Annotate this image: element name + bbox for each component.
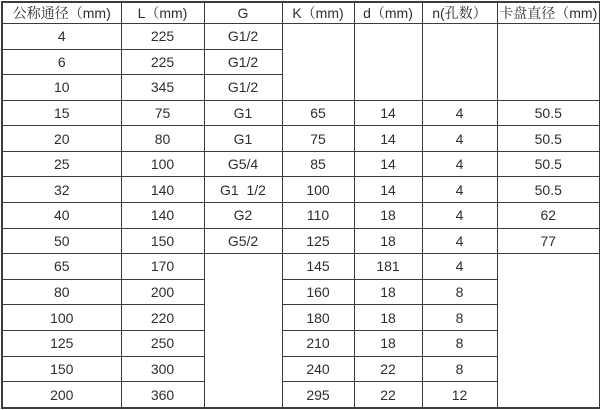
table-row-0 (2, 24, 600, 50)
table-cell-4-5: 4 (422, 126, 497, 152)
table-cell-13-2: 240 (282, 356, 354, 382)
table-cell-3-3: 65 (282, 100, 354, 126)
table-cell-11-1: 220 (121, 305, 204, 331)
table-cell-3-5: 4 (422, 100, 497, 126)
table-row-4 (2, 126, 600, 152)
table-cell-14-3: 22 (354, 382, 422, 408)
column-header-5: n(孔数） (422, 2, 497, 24)
table-cell-4-3: 75 (282, 126, 354, 152)
column-header-3: K（mm) (282, 2, 354, 24)
table-row-7 (2, 203, 600, 229)
column-header-4: d（mm) (354, 2, 422, 24)
table-row-5 (2, 151, 600, 177)
column-header-0: 公称通径（mm) (2, 2, 121, 24)
table-cell-3-1: 75 (121, 100, 204, 126)
table-row-9 (2, 254, 600, 280)
table-cell-6-0: 32 (2, 177, 121, 203)
column-header-6: 卡盘直径（mm) (497, 2, 600, 24)
table-cell-6-2: G1 1/2 (204, 177, 282, 203)
table-cell-9-1: 170 (121, 254, 204, 280)
table-cell-9-0: 65 (2, 254, 121, 280)
table-cell-4-1: 80 (121, 126, 204, 152)
table-cell-3-0: 15 (2, 100, 121, 126)
table-cell-8-0: 50 (2, 228, 121, 254)
table-cell-11-2: 180 (282, 305, 354, 331)
column-header-1: L（mm) (121, 2, 204, 24)
column-header-2: G (204, 2, 282, 24)
table-cell-10-4: 8 (422, 279, 497, 305)
table-cell-5-5: 4 (422, 151, 497, 177)
table-cell-7-4: 18 (354, 203, 422, 229)
table-cell-8-5: 4 (422, 228, 497, 254)
table-cell-13-3: 22 (354, 356, 422, 382)
table-cell-13-4: 8 (422, 356, 497, 382)
table-cell-0-5 (422, 24, 497, 101)
table-header (2, 2, 600, 24)
table-body (2, 24, 600, 409)
table-cell-6-3: 100 (282, 177, 354, 203)
table-row-3 (2, 100, 600, 126)
table-cell-10-3: 18 (354, 279, 422, 305)
table-cell-8-3: 125 (282, 228, 354, 254)
table-cell-7-1: 140 (121, 203, 204, 229)
table-cell-10-0: 80 (2, 279, 121, 305)
table-cell-13-0: 150 (2, 356, 121, 382)
table-cell-12-3: 18 (354, 330, 422, 356)
table-cell-2-2: G1/2 (204, 75, 282, 101)
table-cell-0-0: 4 (2, 24, 121, 50)
table-cell-3-2: G1 (204, 100, 282, 126)
table-cell-10-1: 200 (121, 279, 204, 305)
table-cell-6-5: 4 (422, 177, 497, 203)
table-cell-12-2: 210 (282, 330, 354, 356)
table-cell-11-0: 100 (2, 305, 121, 331)
table-cell-8-1: 150 (121, 228, 204, 254)
table-cell-4-4: 14 (354, 126, 422, 152)
table-cell-14-0: 200 (2, 382, 121, 408)
table-cell-0-6 (497, 24, 600, 101)
table-cell-7-2: G2 (204, 203, 282, 229)
dimension-spec-table (1, 1, 600, 409)
table-cell-7-0: 40 (2, 203, 121, 229)
table-cell-4-6: 50.5 (497, 126, 600, 152)
table-cell-6-4: 14 (354, 177, 422, 203)
table-cell-5-2: G5/4 (204, 151, 282, 177)
table-cell-8-2: G5/2 (204, 228, 282, 254)
table-cell-11-3: 18 (354, 305, 422, 331)
table-cell-9-4: 181 (354, 254, 422, 280)
table-cell-0-1: 225 (121, 24, 204, 50)
table-cell-2-0: 10 (2, 75, 121, 101)
table-cell-6-6: 50.5 (497, 177, 600, 203)
table-cell-9-5: 4 (422, 254, 497, 280)
table-cell-12-1: 250 (121, 330, 204, 356)
table-cell-3-4: 14 (354, 100, 422, 126)
table-cell-5-3: 85 (282, 151, 354, 177)
table-cell-9-2 (204, 254, 282, 408)
table-cell-7-5: 4 (422, 203, 497, 229)
table-cell-14-2: 295 (282, 382, 354, 408)
table-cell-0-3 (282, 24, 354, 101)
table-row-8 (2, 228, 600, 254)
table-cell-10-2: 160 (282, 279, 354, 305)
table-cell-7-6: 62 (497, 203, 600, 229)
table-cell-1-0: 6 (2, 49, 121, 75)
table-cell-2-1: 345 (121, 75, 204, 101)
table-cell-1-1: 225 (121, 49, 204, 75)
table-row-6 (2, 177, 600, 203)
table-cell-9-6 (497, 254, 600, 408)
table-cell-12-0: 125 (2, 330, 121, 356)
table-cell-6-1: 140 (121, 177, 204, 203)
header-row (2, 2, 600, 24)
table-cell-11-4: 8 (422, 305, 497, 331)
table-cell-14-1: 360 (121, 382, 204, 408)
table-cell-5-4: 14 (354, 151, 422, 177)
table-cell-3-6: 50.5 (497, 100, 600, 126)
table-cell-0-2: G1/2 (204, 24, 282, 50)
table-cell-5-6: 50.5 (497, 151, 600, 177)
table-cell-5-0: 25 (2, 151, 121, 177)
table-cell-12-4: 8 (422, 330, 497, 356)
table-cell-7-3: 110 (282, 203, 354, 229)
table-cell-5-1: 100 (121, 151, 204, 177)
table-cell-8-6: 77 (497, 228, 600, 254)
table-cell-4-2: G1 (204, 126, 282, 152)
table-cell-4-0: 20 (2, 126, 121, 152)
table-cell-9-3: 145 (282, 254, 354, 280)
table-cell-13-1: 300 (121, 356, 204, 382)
table-cell-14-4: 12 (422, 382, 497, 408)
table-cell-0-4 (354, 24, 422, 101)
table-cell-8-4: 18 (354, 228, 422, 254)
table-cell-1-2: G1/2 (204, 49, 282, 75)
